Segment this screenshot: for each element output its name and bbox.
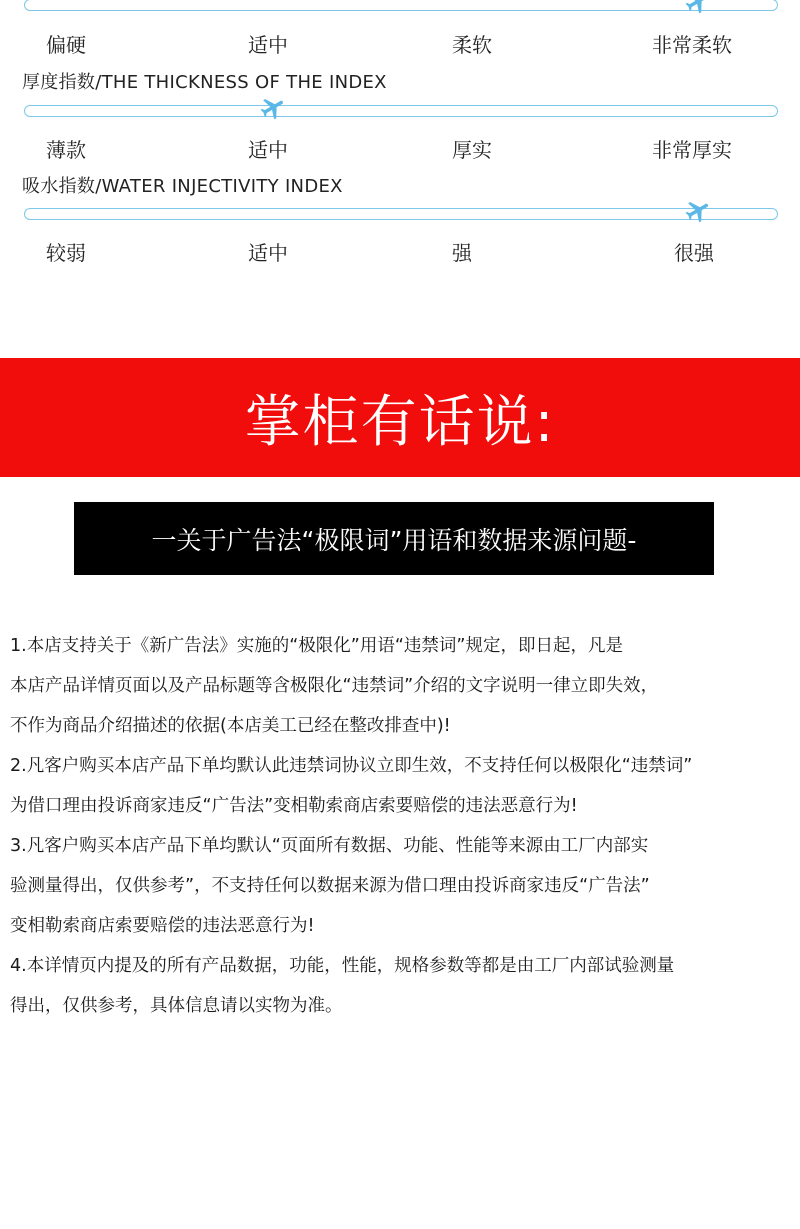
rating-label: 薄款 [46,138,86,162]
notice-line: 3.凡客户购买本店产品下单均默认“页面所有数据、功能、性能等来源由工厂内部实 [10,836,649,856]
notice-line: 2.凡客户购买本店产品下单均默认此违禁词协议立即生效，不支持任何以极限化“违禁词” [10,756,693,776]
rating-label: 偏硬 [46,33,86,57]
rating-label: 适中 [248,33,288,57]
notice-line: 不作为商品介绍描述的依据(本店美工已经在整改排查中)! [10,716,451,736]
airplane-icon [684,0,712,16]
subtitle-title: 一关于广告法“极限词”用语和数据来源问题- [151,525,637,555]
notice-line: 验测量得出，仅供参考”，不支持任何以数据来源为借口理由投诉商家违反“广告法” [10,876,650,896]
rating-title: 吸水指数/WATER INJECTIVITY INDEX [22,176,343,197]
notice-line: 4.本详情页内提及的所有产品数据，功能，性能，规格参数等都是由工厂内部试验测量 [10,956,675,976]
notice-line: 为借口理由投诉商家违反“广告法”变相勒索商店索要赔偿的违法恶意行为! [10,796,578,816]
rating-label: 非常柔软 [652,33,732,57]
notice-line: 本店产品详情页面以及产品标题等含极限化“违禁词”介绍的文字说明一律立即失效， [10,676,659,696]
notice-line: 变相勒索商店索要赔偿的违法恶意行为! [10,916,315,936]
airplane-icon [684,197,712,225]
notice-text [10,626,800,1026]
shopkeeper-banner [0,358,800,477]
rating-label: 适中 [248,241,288,265]
notice-line: 1.本店支持关于《新广告法》实施的“极限化”用语“违禁词”规定，即日起，凡是 [10,636,623,656]
airplane-icon [259,94,287,122]
rating-label: 柔软 [452,33,492,57]
rating-label: 很强 [674,241,714,265]
banner-title: 掌柜有话说: [244,389,556,455]
notice-line: 得出，仅供参考，具体信息请以实物为准。 [10,996,343,1016]
rating-label: 适中 [248,138,288,162]
rating-title: 厚度指数/THE THICKNESS OF THE INDEX [22,72,387,93]
rating-label: 强 [452,241,472,265]
rating-label: 非常厚实 [652,138,732,162]
rating-label: 厚实 [452,138,492,162]
rating-bar [24,0,778,11]
rating-bar [24,105,778,117]
rating-bar [24,208,778,220]
rating-label: 较弱 [46,241,86,265]
subtitle-box [74,502,714,575]
